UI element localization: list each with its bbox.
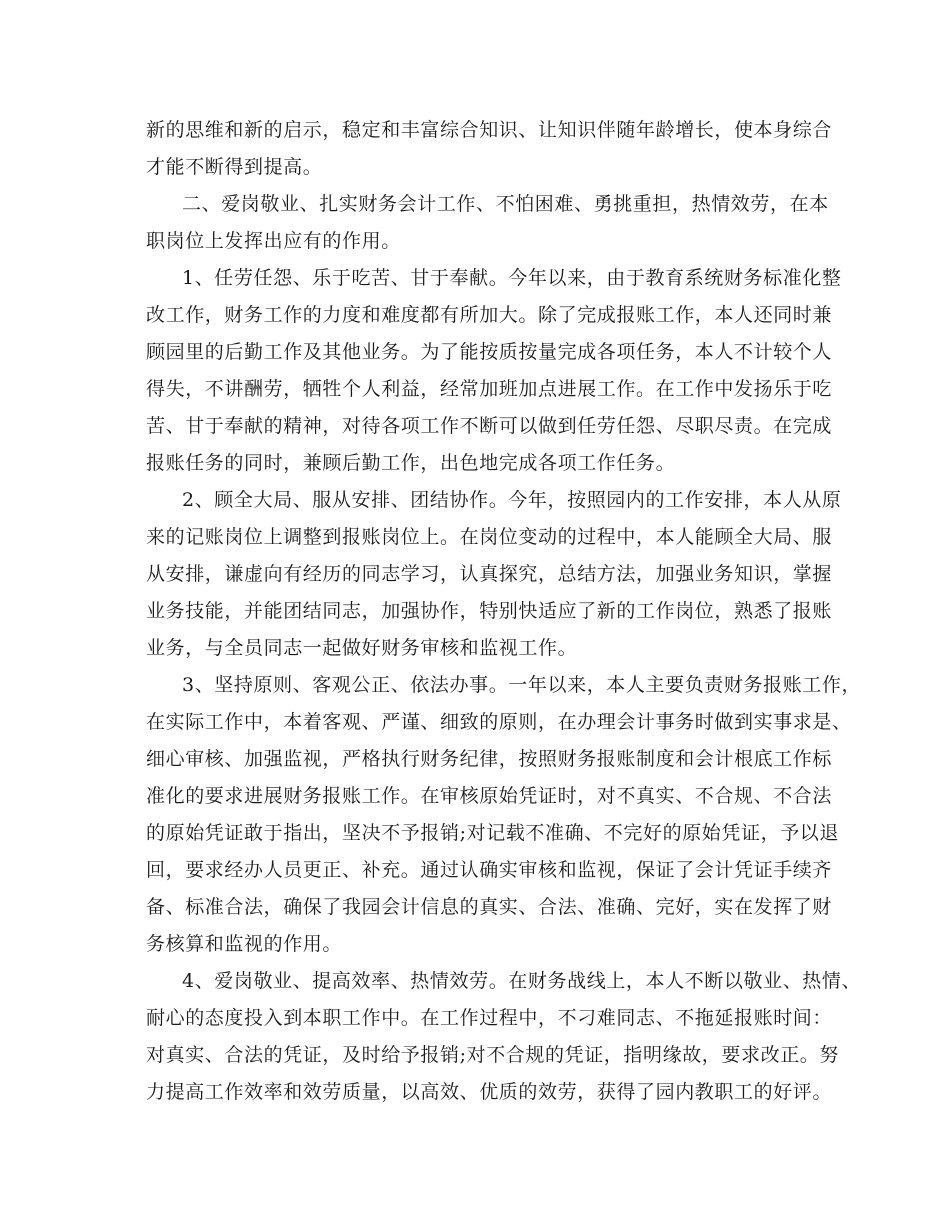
text-line: 对真实、合法的凭证，及时给予报销;对不合规的凭证，指明缘故，要求改正。努 (146, 1044, 840, 1066)
text-line: 在实际工作中，本着客观、严谨、细致的原则，在办理会计事务时做到实事求是、 (146, 711, 852, 733)
text-line: 得失，不讲酬劳，牺牲个人利益，经常加班加点进展工作。在工作中发扬乐于吃 (146, 378, 833, 400)
text-line: 备、标准合法，确保了我园会计信息的真实、合法、准确、完好，实在发挥了财 (146, 896, 833, 918)
paragraph-heading: 二、爱岗敬业、扎实财务会计工作、不怕困难、勇挑重担，热情效劳，在本 (182, 193, 829, 215)
text-line: 新的思维和新的启示，稳定和丰富综合知识、让知识伴随年龄增长，使本身综合 (146, 119, 833, 141)
text-line: 顾园里的后勤工作及其他业务。为了能按质按量完成各项任务，本人不计较个人 (146, 341, 833, 363)
paragraph-start: 4、爱岗敬业、提高效率、热情效劳。在财务战线上，本人不断以敬业、热情、 (182, 970, 862, 992)
text-line: 报账任务的同时，兼顾后勤工作，出色地完成各项工作任务。 (146, 452, 676, 474)
paragraph-start: 3、坚持原则、客观公正、依法办事。一年以来，本人主要负责财务报账工作， (182, 674, 862, 696)
text-line: 改工作，财务工作的力度和难度都有所加大。除了完成报账工作，本人还同时兼 (146, 304, 833, 326)
text-line: 职岗位上发挥出应有的作用。 (146, 230, 401, 252)
paragraph-start: 1、任劳任怨、乐于吃苦、甘于奉献。今年以来，由于教育系统财务标准化整 (182, 267, 842, 289)
text-line: 业务技能，并能团结同志，加强协作，特别快适应了新的工作岗位，熟悉了报账 (146, 600, 833, 622)
text-line: 来的记账岗位上调整到报账岗位上。在岗位变动的过程中，本人能顾全大局、服 (146, 526, 833, 548)
text-line: 的原始凭证敢于指出，坚决不予报销;对记载不准确、不完好的原始凭证，予以退 (146, 822, 840, 844)
text-line: 才能不断得到提高。 (146, 156, 323, 178)
text-line: 从安排，谦虚向有经历的同志学习，认真探究，总结方法，加强业务知识，掌握 (146, 563, 833, 585)
text-line: 耐心的态度投入到本职工作中。在工作过程中，不刁难同志、不拖延报账时间： (146, 1007, 833, 1029)
text-line: 力提高工作效率和效劳质量，以高效、优质的效劳，获得了园内教职工的好评。 (146, 1081, 833, 1103)
paragraph-start: 2、顾全大局、服从安排、团结协作。今年，按照园内的工作安排，本人从原 (182, 489, 842, 511)
text-line: 准化的要求进展财务报账工作。在审核原始凭证时，对不真实、不合规、不合法 (146, 785, 833, 807)
text-line: 务核算和监视的作用。 (146, 933, 343, 955)
text-line: 回，要求经办人员更正、补充。通过认确实审核和监视，保证了会计凭证手续齐 (146, 859, 833, 881)
text-line: 细心审核、加强监视，严格执行财务纪律，按照财务报账制度和会计根底工作标 (146, 748, 833, 770)
text-line: 苦、甘于奉献的精神，对待各项工作不断可以做到任劳任怨、尽职尽责。在完成 (146, 415, 833, 437)
text-line: 业务，与全员同志一起做好财务审核和监视工作。 (146, 637, 578, 659)
